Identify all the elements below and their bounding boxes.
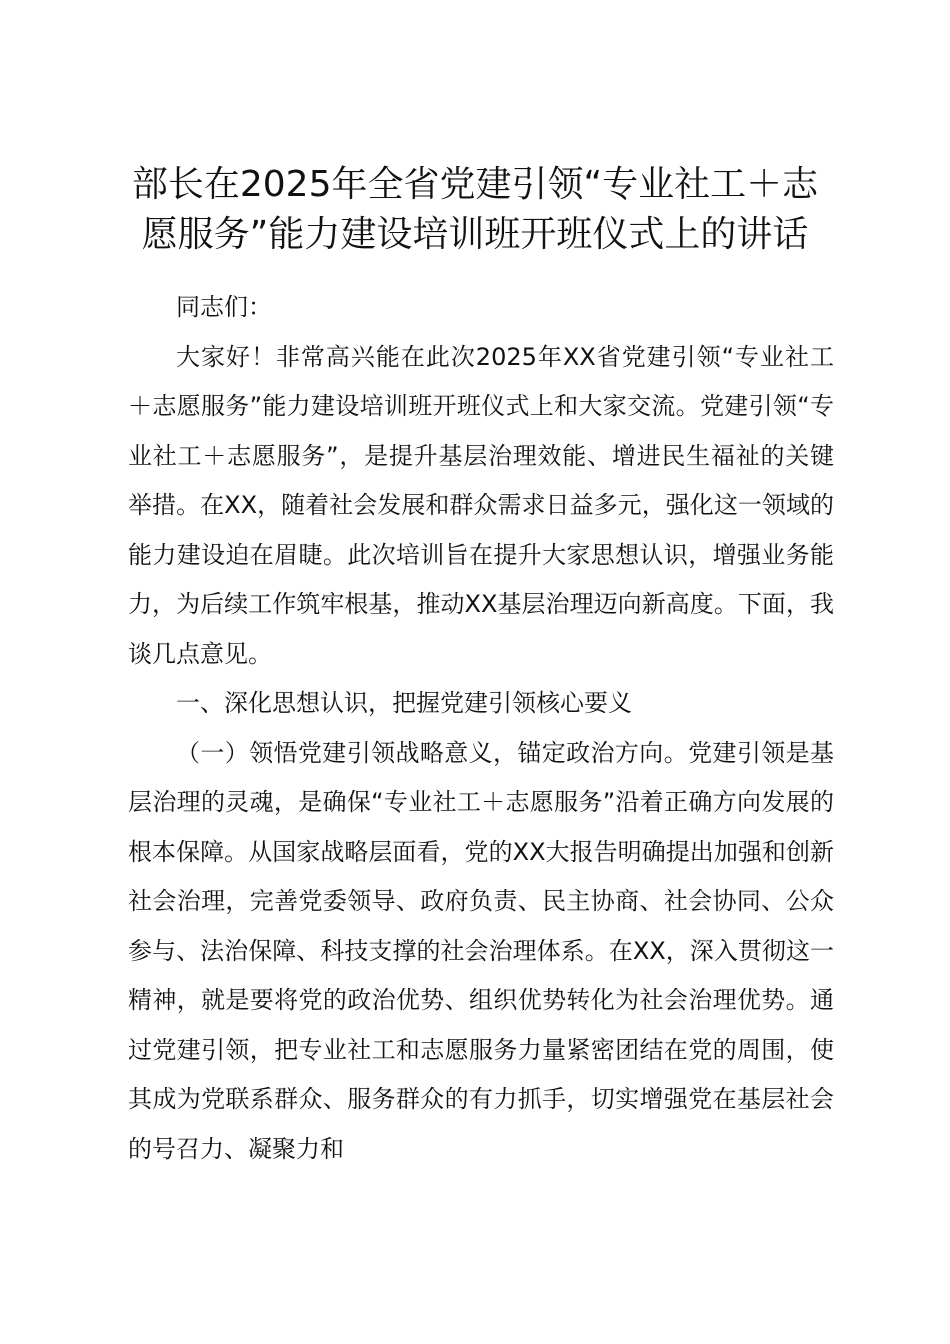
section-heading: 一、深化思想认识，把握党建引领核心要义 bbox=[176, 689, 632, 717]
subsection-paragraph: （一）领悟党建引领战略意义，锚定政治方向。党建引领是基层治理的灵魂，是确保“专业社工＋志愿服务”沿着正确方向发展的根本保障。从国家战略层面看，党的XX大报告明确提出加强和创新社会治理，完善党委领导、政府负责、民主协商、社会协同、公众参与、法治保障、科技支撑的社会治理体系。在XX，深入贯彻这一精神，就是要将党的政治优势、组织优势转化为社会治理优势。通过党建引领，把专业社工和志愿服务力量紧密团结在党的周围，使其成为党联系群众、服务群众的有力抓手，切实增强党在基层社会的号召力、凝聚力和 bbox=[128, 738, 834, 1163]
opening-paragraph: 大家好！非常高兴能在此次2025年XX省党建引领“专业社工＋志愿服务”能力建设培训班开班仪式上和大家交流。党建引领“专业社工＋志愿服务”，是提升基层治理效能、增进民生福祉的关键举措。在XX，随着社会发展和群众需求日益多元，强化这一领域的能力建设迫在眉睫。此次培训旨在提升大家思想认识，增强业务能力，为后续工作筑牢根基，推动XX基层治理迈向新高度。下面，我谈几点意见。 bbox=[128, 342, 834, 668]
document-title: 部长在2025年全省党建引领“专业社工＋志愿服务”能力建设培训班开班仪式上的讲话 bbox=[131, 164, 819, 255]
document-body bbox=[128, 283, 834, 1174]
salutation: 同志们： bbox=[176, 293, 272, 321]
